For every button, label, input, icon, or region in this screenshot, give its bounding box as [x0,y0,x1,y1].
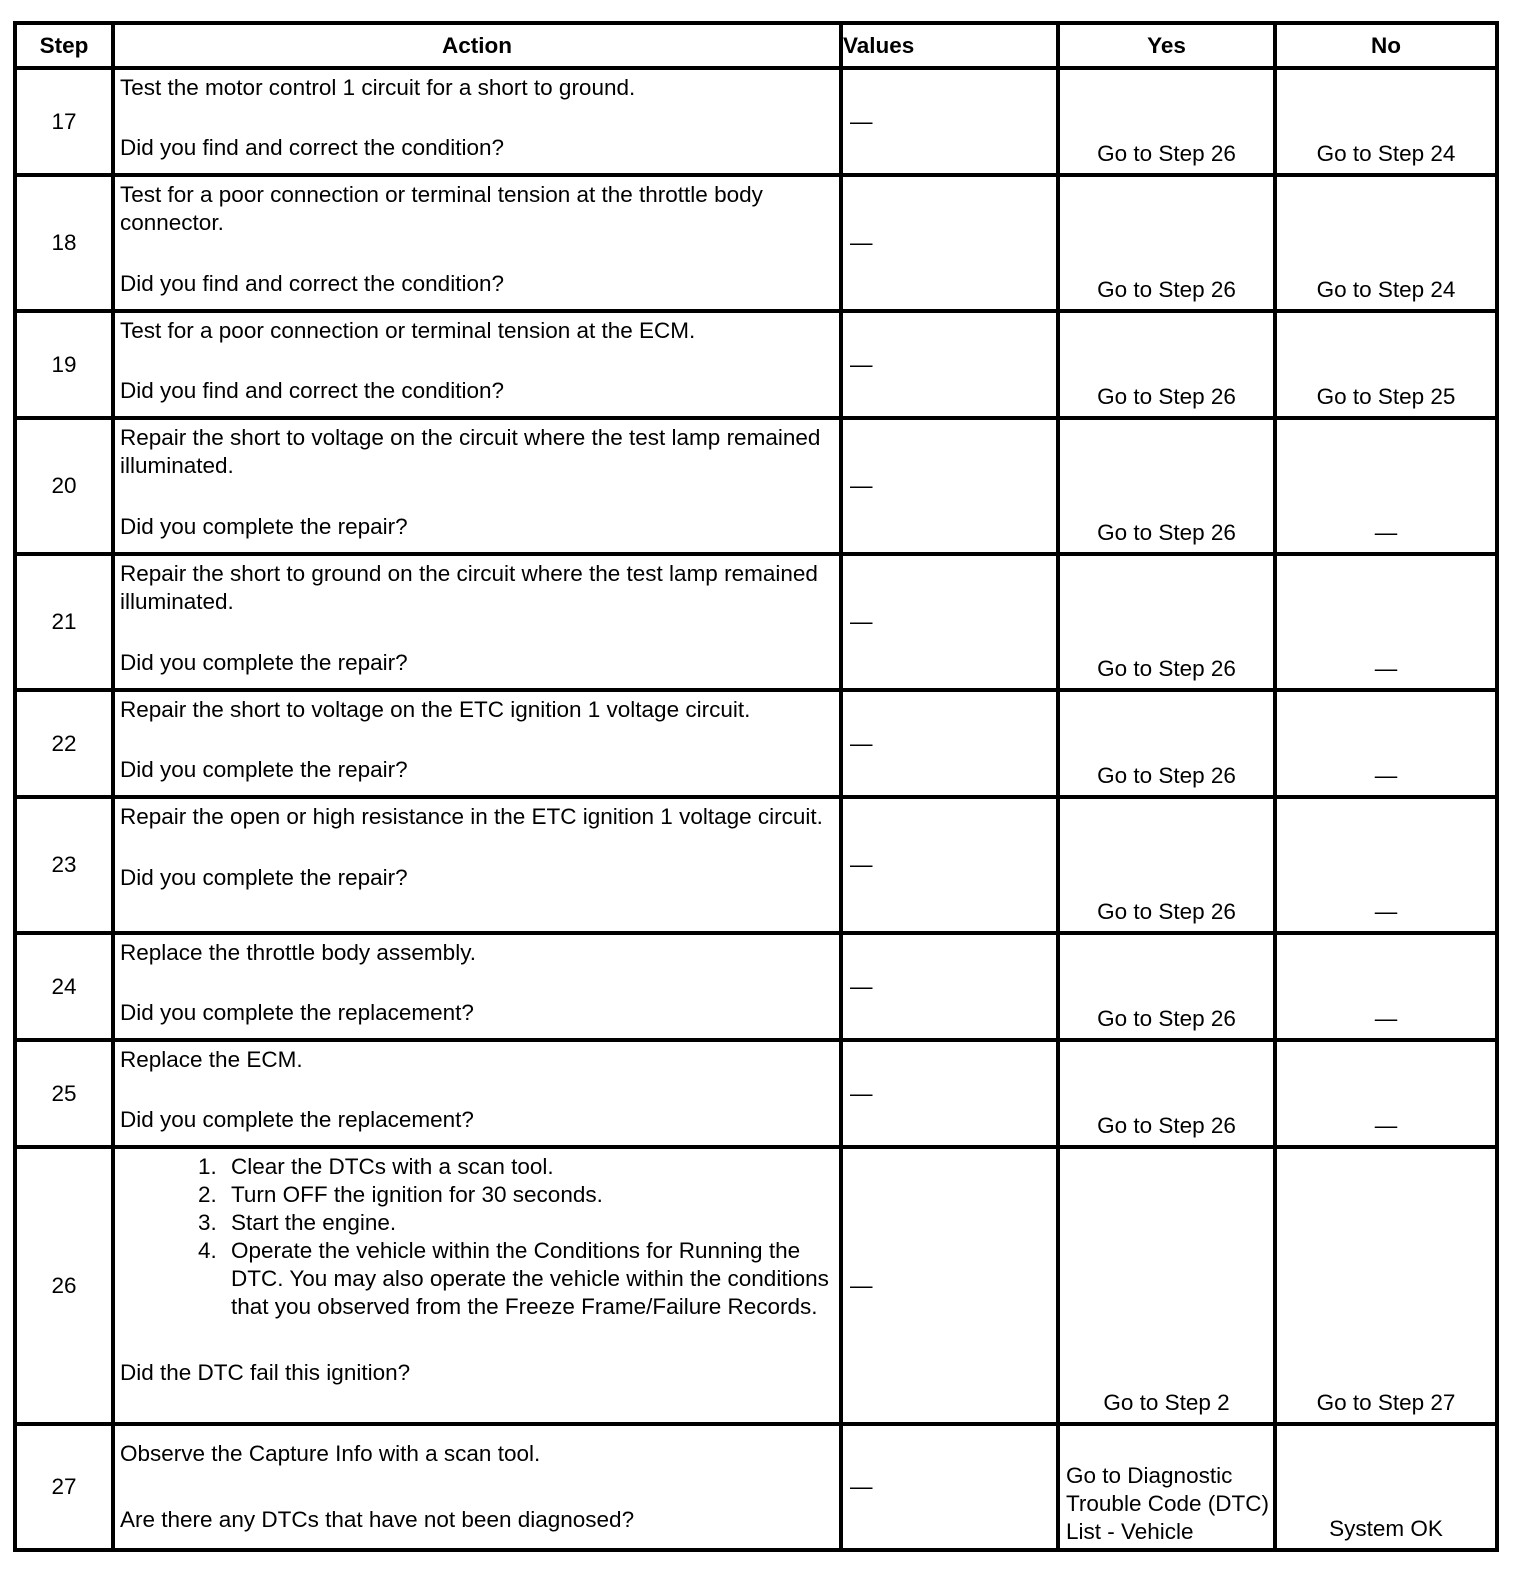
action-cell [113,311,841,418]
table-row [15,311,1497,418]
action-text: Repair the open or high resistance in the ETC ignition 1 voltage circuit. [120,804,823,829]
action-cell [113,1040,841,1147]
no-cell: — [1275,933,1497,1040]
header-yes: Yes [1058,23,1275,68]
yes-cell: Go to Step 26 [1058,690,1275,797]
action-question: Did you find and correct the condition? [120,271,504,296]
action-text: Repair the short to voltage on the circuit where the test lamp remained illuminated. [120,425,821,478]
table-row [15,68,1497,175]
yes-cell: Go to Step 26 [1058,175,1275,311]
step-number: 19 [15,311,113,418]
list-item: 4. Operate the vehicle within the Conditions for Running the DTC. You may also operate the vehicle within the conditions that you observed from the Freeze Frame/Failure Records. [223,1237,833,1321]
no-cell: — [1275,690,1497,797]
step-number: 21 [15,554,113,690]
table-row [15,1147,1497,1424]
action-cell [113,933,841,1040]
action-question: Did you find and correct the condition? [120,378,504,403]
yes-cell: Go to Step 26 [1058,933,1275,1040]
list-item: 3. Start the engine. [223,1209,833,1237]
yes-cell: Go to Step 26 [1058,418,1275,554]
table-row [15,690,1497,797]
table-row [15,933,1497,1040]
step-number: 17 [15,68,113,175]
action-cell [113,1424,841,1550]
action-cell [113,797,841,933]
step-number: 23 [15,797,113,933]
table-row [15,554,1497,690]
step-number: 27 [15,1424,113,1550]
header-values: Values [841,23,1058,68]
header-row [15,23,1497,68]
diagnostic-table [13,21,1499,1552]
step-number: 20 [15,418,113,554]
action-text: Test for a poor connection or terminal tension at the ECM. [120,318,696,343]
action-text: Replace the throttle body assembly. [120,940,477,965]
table-row [15,418,1497,554]
action-text: Test the motor control 1 circuit for a short to ground. [120,75,636,100]
yes-cell: Go to Step 2 [1058,1147,1275,1424]
action-question: Did you complete the repair? [120,757,408,782]
action-text: Replace the ECM. [120,1047,303,1072]
table-row [15,797,1497,933]
action-text: Observe the Capture Info with a scan tool. [120,1441,541,1466]
values-cell: — [841,797,1058,933]
no-cell: System OK [1275,1424,1497,1550]
values-cell: — [841,68,1058,175]
action-cell [113,175,841,311]
yes-cell: Go to Step 26 [1058,311,1275,418]
table-row [15,1040,1497,1147]
action-question: Did you find and correct the condition? [120,135,504,160]
action-question: Did you complete the repair? [120,865,408,890]
action-question: Did you complete the repair? [120,514,408,539]
yes-cell[interactable]: Go to Diagnostic Trouble Code (DTC) List - Vehicle [1058,1424,1275,1550]
step-number: 22 [15,690,113,797]
action-question: Did the DTC fail this ignition? [120,1360,411,1385]
values-cell: — [841,933,1058,1040]
table-row [15,175,1497,311]
no-cell: — [1275,418,1497,554]
action-cell [113,690,841,797]
yes-cell: Go to Step 26 [1058,554,1275,690]
action-question: Are there any DTCs that have not been diagnosed? [120,1507,635,1532]
step-number: 26 [15,1147,113,1424]
values-cell: — [841,418,1058,554]
step-number: 24 [15,933,113,1040]
no-cell: Go to Step 27 [1275,1147,1497,1424]
action-cell [113,1147,841,1424]
values-cell: — [841,311,1058,418]
action-text: Repair the short to ground on the circuit where the test lamp remained illuminated. [120,561,818,614]
action-cell [113,554,841,690]
list-item: 1. Clear the DTCs with a scan tool. [223,1153,833,1181]
values-cell: — [841,1424,1058,1550]
no-cell: Go to Step 24 [1275,175,1497,311]
step-number: 18 [15,175,113,311]
yes-cell: Go to Step 26 [1058,68,1275,175]
values-cell: — [841,175,1058,311]
no-cell: Go to Step 24 [1275,68,1497,175]
header-no: No [1275,23,1497,68]
table-row [15,1424,1497,1550]
no-cell: — [1275,797,1497,933]
action-text: Repair the short to voltage on the ETC ignition 1 voltage circuit. [120,697,751,722]
header-step: Step [15,23,113,68]
list-item: 2. Turn OFF the ignition for 30 seconds. [223,1181,833,1209]
action-cell [113,418,841,554]
no-cell: Go to Step 25 [1275,311,1497,418]
action-cell [113,68,841,175]
no-cell: — [1275,1040,1497,1147]
no-cell: — [1275,554,1497,690]
values-cell: — [841,690,1058,797]
action-text: Test for a poor connection or terminal tension at the throttle body connector. [120,182,763,235]
action-question: Did you complete the repair? [120,650,408,675]
yes-cell: Go to Step 26 [1058,1040,1275,1147]
action-sublist [120,1153,833,1321]
yes-cell: Go to Step 26 [1058,797,1275,933]
action-question: Did you complete the replacement? [120,1107,474,1132]
values-cell: — [841,1040,1058,1147]
header-action: Action [113,23,841,68]
step-number: 25 [15,1040,113,1147]
values-cell: — [841,1147,1058,1424]
action-question: Did you complete the replacement? [120,1000,474,1025]
values-cell: — [841,554,1058,690]
